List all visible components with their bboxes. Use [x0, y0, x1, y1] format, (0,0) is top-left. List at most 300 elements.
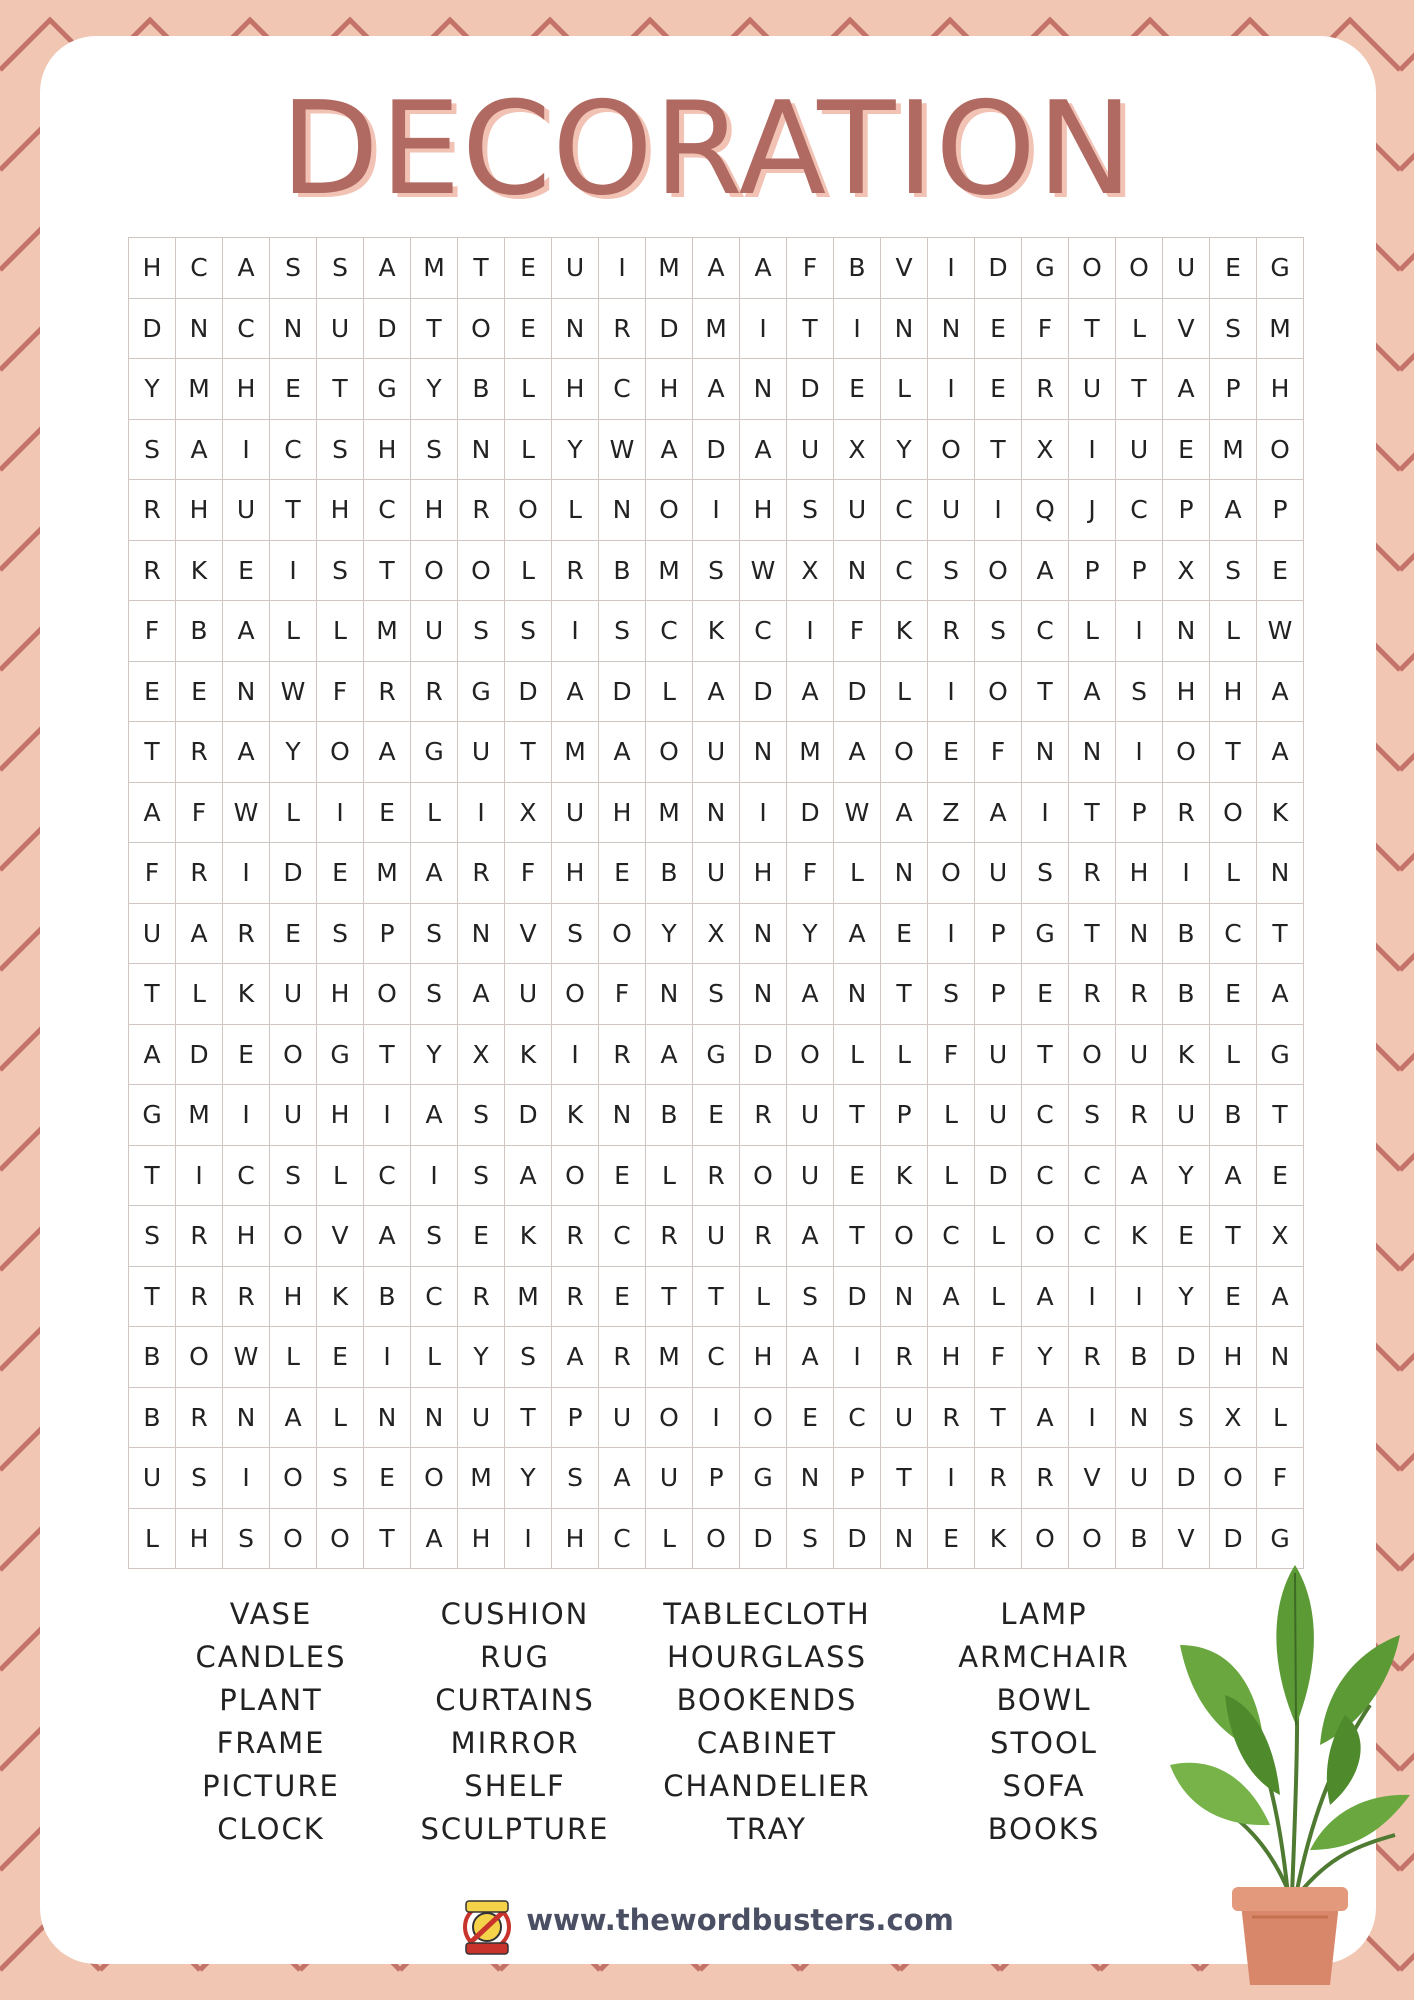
grid-cell[interactable]: Z	[928, 783, 975, 844]
grid-cell[interactable]: E	[787, 1388, 834, 1449]
grid-cell[interactable]: D	[787, 359, 834, 420]
grid-cell[interactable]: R	[599, 1025, 646, 1086]
grid-cell[interactable]: J	[1069, 480, 1116, 541]
grid-cell[interactable]: H	[317, 480, 364, 541]
grid-cell[interactable]: N	[1257, 1327, 1304, 1388]
grid-cell[interactable]: D	[1163, 1448, 1210, 1509]
grid-cell[interactable]: O	[1069, 1509, 1116, 1570]
grid-cell[interactable]: Y	[458, 1327, 505, 1388]
grid-cell[interactable]: B	[364, 1267, 411, 1328]
grid-cell[interactable]: G	[1257, 1025, 1304, 1086]
grid-cell[interactable]: A	[693, 238, 740, 299]
grid-cell[interactable]: N	[834, 541, 881, 602]
grid-cell[interactable]: U	[646, 1448, 693, 1509]
grid-cell[interactable]: E	[834, 359, 881, 420]
grid-cell[interactable]: F	[176, 783, 223, 844]
grid-cell[interactable]: A	[834, 904, 881, 965]
grid-cell[interactable]: O	[364, 964, 411, 1025]
grid-cell[interactable]: H	[223, 359, 270, 420]
grid-cell[interactable]: S	[317, 1448, 364, 1509]
grid-cell[interactable]: O	[270, 1206, 317, 1267]
grid-cell[interactable]: A	[552, 662, 599, 723]
grid-cell[interactable]: D	[599, 662, 646, 723]
grid-cell[interactable]: E	[176, 662, 223, 723]
grid-cell[interactable]: W	[223, 783, 270, 844]
grid-cell[interactable]: T	[834, 1085, 881, 1146]
grid-cell[interactable]: O	[1069, 1025, 1116, 1086]
grid-cell[interactable]: T	[1257, 904, 1304, 965]
grid-cell[interactable]: N	[881, 1267, 928, 1328]
grid-cell[interactable]: C	[834, 1388, 881, 1449]
grid-cell[interactable]: E	[599, 843, 646, 904]
grid-cell[interactable]: A	[1022, 1388, 1069, 1449]
grid-cell[interactable]: D	[505, 1085, 552, 1146]
grid-cell[interactable]: E	[599, 1146, 646, 1207]
grid-cell[interactable]: L	[928, 1146, 975, 1207]
grid-cell[interactable]: E	[881, 904, 928, 965]
grid-cell[interactable]: I	[1069, 1388, 1116, 1449]
grid-cell[interactable]: I	[411, 1146, 458, 1207]
grid-cell[interactable]: L	[411, 1327, 458, 1388]
grid-cell[interactable]: U	[270, 1085, 317, 1146]
grid-cell[interactable]: K	[1257, 783, 1304, 844]
grid-cell[interactable]: I	[505, 1509, 552, 1570]
grid-cell[interactable]: M	[411, 238, 458, 299]
grid-cell[interactable]: S	[1116, 662, 1163, 723]
grid-cell[interactable]: L	[881, 1025, 928, 1086]
grid-cell[interactable]: L	[270, 601, 317, 662]
grid-cell[interactable]: M	[458, 1448, 505, 1509]
grid-cell[interactable]: H	[1163, 662, 1210, 723]
grid-cell[interactable]: R	[552, 1267, 599, 1328]
grid-cell[interactable]: P	[1257, 480, 1304, 541]
grid-cell[interactable]: G	[317, 1025, 364, 1086]
grid-cell[interactable]: N	[599, 1085, 646, 1146]
grid-cell[interactable]: C	[599, 1509, 646, 1570]
grid-cell[interactable]: A	[364, 1206, 411, 1267]
grid-cell[interactable]: O	[270, 1448, 317, 1509]
grid-cell[interactable]: D	[693, 420, 740, 481]
grid-cell[interactable]: E	[693, 1085, 740, 1146]
grid-cell[interactable]: C	[411, 1267, 458, 1328]
grid-cell[interactable]: H	[740, 1327, 787, 1388]
grid-cell[interactable]: X	[1163, 541, 1210, 602]
grid-cell[interactable]: N	[740, 964, 787, 1025]
grid-cell[interactable]: I	[1069, 420, 1116, 481]
grid-cell[interactable]: A	[787, 1327, 834, 1388]
grid-cell[interactable]: Y	[881, 420, 928, 481]
grid-cell[interactable]: I	[223, 1085, 270, 1146]
grid-cell[interactable]: U	[693, 1206, 740, 1267]
grid-cell[interactable]: A	[1116, 1146, 1163, 1207]
grid-cell[interactable]: S	[176, 1448, 223, 1509]
grid-cell[interactable]: U	[129, 904, 176, 965]
grid-cell[interactable]: B	[1116, 1327, 1163, 1388]
grid-cell[interactable]: C	[223, 1146, 270, 1207]
grid-cell[interactable]: W	[1257, 601, 1304, 662]
grid-cell[interactable]: C	[1022, 1085, 1069, 1146]
grid-cell[interactable]: C	[599, 1206, 646, 1267]
grid-cell[interactable]: S	[693, 541, 740, 602]
grid-cell[interactable]: R	[411, 662, 458, 723]
grid-cell[interactable]: K	[176, 541, 223, 602]
grid-cell[interactable]: P	[693, 1448, 740, 1509]
grid-cell[interactable]: U	[693, 843, 740, 904]
grid-cell[interactable]: R	[458, 843, 505, 904]
grid-cell[interactable]: L	[1116, 299, 1163, 360]
grid-cell[interactable]: S	[411, 964, 458, 1025]
grid-cell[interactable]: E	[834, 1146, 881, 1207]
grid-cell[interactable]: N	[1116, 904, 1163, 965]
grid-cell[interactable]: A	[599, 1448, 646, 1509]
grid-cell[interactable]: F	[1257, 1448, 1304, 1509]
grid-cell[interactable]: N	[223, 662, 270, 723]
grid-cell[interactable]: S	[411, 904, 458, 965]
grid-cell[interactable]: R	[1163, 783, 1210, 844]
grid-cell[interactable]: R	[740, 1206, 787, 1267]
grid-cell[interactable]: A	[505, 1146, 552, 1207]
grid-cell[interactable]: O	[552, 1146, 599, 1207]
grid-cell[interactable]: S	[1069, 1085, 1116, 1146]
grid-cell[interactable]: T	[646, 1267, 693, 1328]
grid-cell[interactable]: O	[1022, 1206, 1069, 1267]
grid-cell[interactable]: E	[975, 359, 1022, 420]
grid-cell[interactable]: T	[1022, 662, 1069, 723]
grid-cell[interactable]: P	[1116, 783, 1163, 844]
grid-cell[interactable]: T	[364, 1509, 411, 1570]
website-link[interactable]: www.thewordbusters.com	[526, 1903, 954, 1937]
grid-cell[interactable]: I	[834, 299, 881, 360]
grid-cell[interactable]: Y	[270, 722, 317, 783]
grid-cell[interactable]: R	[176, 1267, 223, 1328]
grid-cell[interactable]: A	[740, 420, 787, 481]
grid-cell[interactable]: C	[176, 238, 223, 299]
grid-cell[interactable]: U	[599, 1388, 646, 1449]
grid-cell[interactable]: O	[505, 480, 552, 541]
grid-cell[interactable]: H	[458, 1509, 505, 1570]
grid-cell[interactable]: L	[317, 1388, 364, 1449]
grid-cell[interactable]: I	[693, 480, 740, 541]
grid-cell[interactable]: R	[176, 1388, 223, 1449]
grid-cell[interactable]: X	[834, 420, 881, 481]
grid-cell[interactable]: O	[975, 541, 1022, 602]
grid-cell[interactable]: I	[1116, 722, 1163, 783]
grid-cell[interactable]: U	[881, 1388, 928, 1449]
grid-cell[interactable]: R	[176, 1206, 223, 1267]
grid-cell[interactable]: E	[928, 722, 975, 783]
grid-cell[interactable]: A	[787, 1206, 834, 1267]
grid-cell[interactable]: U	[975, 1025, 1022, 1086]
grid-cell[interactable]: H	[599, 783, 646, 844]
grid-cell[interactable]: A	[646, 1025, 693, 1086]
grid-cell[interactable]: P	[1069, 541, 1116, 602]
grid-cell[interactable]: G	[1257, 1509, 1304, 1570]
grid-cell[interactable]: X	[505, 783, 552, 844]
grid-cell[interactable]: L	[1210, 843, 1257, 904]
grid-cell[interactable]: B	[129, 1327, 176, 1388]
grid-cell[interactable]: S	[270, 1146, 317, 1207]
grid-cell[interactable]: N	[223, 1388, 270, 1449]
grid-cell[interactable]: A	[787, 662, 834, 723]
grid-cell[interactable]: U	[411, 601, 458, 662]
grid-cell[interactable]: U	[458, 1388, 505, 1449]
grid-cell[interactable]: B	[1163, 904, 1210, 965]
grid-cell[interactable]: I	[975, 480, 1022, 541]
grid-cell[interactable]: O	[552, 964, 599, 1025]
grid-cell[interactable]: O	[740, 1146, 787, 1207]
grid-cell[interactable]: W	[834, 783, 881, 844]
grid-cell[interactable]: U	[1116, 1448, 1163, 1509]
grid-cell[interactable]: R	[599, 299, 646, 360]
grid-cell[interactable]: D	[975, 1146, 1022, 1207]
grid-cell[interactable]: O	[176, 1327, 223, 1388]
grid-cell[interactable]: R	[176, 843, 223, 904]
grid-cell[interactable]: L	[740, 1267, 787, 1328]
grid-cell[interactable]: S	[505, 601, 552, 662]
grid-cell[interactable]: A	[176, 904, 223, 965]
grid-cell[interactable]: T	[693, 1267, 740, 1328]
grid-cell[interactable]: H	[317, 1085, 364, 1146]
grid-cell[interactable]: E	[129, 662, 176, 723]
grid-cell[interactable]: A	[834, 722, 881, 783]
grid-cell[interactable]: O	[317, 722, 364, 783]
grid-cell[interactable]: Y	[129, 359, 176, 420]
grid-cell[interactable]: T	[1210, 722, 1257, 783]
grid-cell[interactable]: C	[1116, 480, 1163, 541]
grid-cell[interactable]: S	[928, 541, 975, 602]
grid-cell[interactable]: U	[834, 480, 881, 541]
grid-cell[interactable]: M	[787, 722, 834, 783]
grid-cell[interactable]: C	[1210, 904, 1257, 965]
grid-cell[interactable]: L	[129, 1509, 176, 1570]
grid-cell[interactable]: L	[1210, 1025, 1257, 1086]
grid-cell[interactable]: C	[1069, 1146, 1116, 1207]
grid-cell[interactable]: O	[1210, 783, 1257, 844]
grid-cell[interactable]: I	[740, 783, 787, 844]
grid-cell[interactable]: I	[223, 843, 270, 904]
grid-cell[interactable]: O	[881, 722, 928, 783]
grid-cell[interactable]: A	[693, 359, 740, 420]
grid-cell[interactable]: N	[740, 904, 787, 965]
grid-cell[interactable]: I	[1116, 601, 1163, 662]
grid-cell[interactable]: I	[1069, 1267, 1116, 1328]
grid-cell[interactable]: S	[787, 1267, 834, 1328]
grid-cell[interactable]: H	[1116, 843, 1163, 904]
grid-cell[interactable]: C	[364, 480, 411, 541]
grid-cell[interactable]: V	[1163, 299, 1210, 360]
grid-cell[interactable]: Y	[646, 904, 693, 965]
grid-cell[interactable]: E	[1163, 420, 1210, 481]
grid-cell[interactable]: S	[787, 1509, 834, 1570]
grid-cell[interactable]: S	[317, 238, 364, 299]
grid-cell[interactable]: N	[364, 1388, 411, 1449]
grid-cell[interactable]: N	[740, 359, 787, 420]
grid-cell[interactable]: D	[1210, 1509, 1257, 1570]
grid-cell[interactable]: D	[787, 783, 834, 844]
grid-cell[interactable]: C	[599, 359, 646, 420]
grid-cell[interactable]: O	[411, 541, 458, 602]
grid-cell[interactable]: K	[223, 964, 270, 1025]
grid-cell[interactable]: N	[458, 420, 505, 481]
grid-cell[interactable]: A	[364, 722, 411, 783]
grid-cell[interactable]: O	[975, 662, 1022, 723]
grid-cell[interactable]: D	[740, 662, 787, 723]
grid-cell[interactable]: K	[881, 601, 928, 662]
grid-cell[interactable]: H	[552, 359, 599, 420]
grid-cell[interactable]: N	[176, 299, 223, 360]
grid-cell[interactable]: D	[364, 299, 411, 360]
grid-cell[interactable]: I	[740, 299, 787, 360]
grid-cell[interactable]: O	[740, 1388, 787, 1449]
grid-cell[interactable]: F	[1022, 299, 1069, 360]
grid-cell[interactable]: O	[599, 904, 646, 965]
grid-cell[interactable]: R	[1022, 359, 1069, 420]
grid-cell[interactable]: E	[317, 843, 364, 904]
grid-cell[interactable]: C	[1022, 1146, 1069, 1207]
grid-cell[interactable]: A	[364, 238, 411, 299]
grid-cell[interactable]: D	[834, 662, 881, 723]
grid-cell[interactable]: F	[129, 843, 176, 904]
grid-cell[interactable]: W	[223, 1327, 270, 1388]
grid-cell[interactable]: R	[693, 1146, 740, 1207]
grid-cell[interactable]: M	[364, 843, 411, 904]
grid-cell[interactable]: G	[129, 1085, 176, 1146]
grid-cell[interactable]: M	[646, 541, 693, 602]
grid-cell[interactable]: U	[975, 1085, 1022, 1146]
grid-cell[interactable]: U	[1116, 1025, 1163, 1086]
grid-cell[interactable]: S	[411, 1206, 458, 1267]
grid-cell[interactable]: C	[881, 541, 928, 602]
grid-cell[interactable]: M	[646, 238, 693, 299]
grid-cell[interactable]: O	[646, 722, 693, 783]
grid-cell[interactable]: I	[787, 601, 834, 662]
grid-cell[interactable]: M	[693, 299, 740, 360]
grid-cell[interactable]: T	[411, 299, 458, 360]
grid-cell[interactable]: H	[1210, 662, 1257, 723]
grid-cell[interactable]: N	[787, 1448, 834, 1509]
grid-cell[interactable]: E	[1210, 238, 1257, 299]
grid-cell[interactable]: U	[1163, 238, 1210, 299]
grid-cell[interactable]: I	[552, 601, 599, 662]
grid-cell[interactable]: G	[458, 662, 505, 723]
grid-cell[interactable]: O	[1022, 1509, 1069, 1570]
grid-cell[interactable]: X	[1210, 1388, 1257, 1449]
grid-cell[interactable]: G	[1022, 238, 1069, 299]
grid-cell[interactable]: F	[975, 1327, 1022, 1388]
grid-cell[interactable]: D	[740, 1025, 787, 1086]
grid-cell[interactable]: E	[270, 359, 317, 420]
grid-cell[interactable]: F	[505, 843, 552, 904]
grid-cell[interactable]: U	[223, 480, 270, 541]
grid-cell[interactable]: V	[505, 904, 552, 965]
grid-cell[interactable]: U	[787, 1146, 834, 1207]
grid-cell[interactable]: R	[458, 1267, 505, 1328]
grid-cell[interactable]: S	[317, 904, 364, 965]
grid-cell[interactable]: R	[881, 1327, 928, 1388]
grid-cell[interactable]: H	[176, 1509, 223, 1570]
grid-cell[interactable]: B	[1163, 964, 1210, 1025]
grid-cell[interactable]: T	[505, 1388, 552, 1449]
grid-cell[interactable]: Y	[411, 1025, 458, 1086]
grid-cell[interactable]: V	[317, 1206, 364, 1267]
grid-cell[interactable]: V	[1069, 1448, 1116, 1509]
grid-cell[interactable]: I	[1116, 1267, 1163, 1328]
grid-cell[interactable]: P	[364, 904, 411, 965]
grid-cell[interactable]: X	[787, 541, 834, 602]
grid-cell[interactable]: T	[1069, 783, 1116, 844]
grid-cell[interactable]: B	[176, 601, 223, 662]
grid-cell[interactable]: A	[411, 1085, 458, 1146]
grid-cell[interactable]: O	[411, 1448, 458, 1509]
grid-cell[interactable]: M	[646, 783, 693, 844]
grid-cell[interactable]: P	[1210, 359, 1257, 420]
grid-cell[interactable]: R	[129, 480, 176, 541]
grid-cell[interactable]: A	[1069, 662, 1116, 723]
grid-cell[interactable]: Y	[505, 1448, 552, 1509]
grid-cell[interactable]: H	[928, 1327, 975, 1388]
grid-cell[interactable]: M	[364, 601, 411, 662]
grid-cell[interactable]: B	[129, 1388, 176, 1449]
grid-cell[interactable]: F	[834, 601, 881, 662]
grid-cell[interactable]: L	[1210, 601, 1257, 662]
grid-cell[interactable]: O	[1069, 238, 1116, 299]
grid-cell[interactable]: G	[411, 722, 458, 783]
grid-cell[interactable]: B	[1210, 1085, 1257, 1146]
grid-cell[interactable]: C	[364, 1146, 411, 1207]
grid-cell[interactable]: U	[1116, 420, 1163, 481]
grid-cell[interactable]: A	[223, 601, 270, 662]
grid-cell[interactable]: H	[176, 480, 223, 541]
grid-cell[interactable]: G	[364, 359, 411, 420]
grid-cell[interactable]: H	[317, 964, 364, 1025]
grid-cell[interactable]: L	[975, 1206, 1022, 1267]
grid-cell[interactable]: L	[646, 662, 693, 723]
grid-cell[interactable]: T	[1022, 1025, 1069, 1086]
grid-cell[interactable]: U	[129, 1448, 176, 1509]
grid-cell[interactable]: V	[1163, 1509, 1210, 1570]
grid-cell[interactable]: M	[1210, 420, 1257, 481]
grid-cell[interactable]: S	[1163, 1388, 1210, 1449]
grid-cell[interactable]: I	[1022, 783, 1069, 844]
grid-cell[interactable]: D	[176, 1025, 223, 1086]
grid-cell[interactable]: D	[834, 1509, 881, 1570]
grid-cell[interactable]: F	[317, 662, 364, 723]
grid-cell[interactable]: I	[458, 783, 505, 844]
grid-cell[interactable]: E	[1210, 964, 1257, 1025]
grid-cell[interactable]: Y	[1022, 1327, 1069, 1388]
grid-cell[interactable]: R	[928, 601, 975, 662]
grid-cell[interactable]: R	[1116, 1085, 1163, 1146]
grid-cell[interactable]: C	[646, 601, 693, 662]
grid-cell[interactable]: K	[505, 1025, 552, 1086]
grid-cell[interactable]: T	[1257, 1085, 1304, 1146]
grid-cell[interactable]: X	[1257, 1206, 1304, 1267]
grid-cell[interactable]: O	[928, 420, 975, 481]
grid-cell[interactable]: S	[458, 1085, 505, 1146]
grid-cell[interactable]: S	[411, 420, 458, 481]
grid-cell[interactable]: R	[458, 480, 505, 541]
grid-cell[interactable]: S	[317, 541, 364, 602]
grid-cell[interactable]: A	[881, 783, 928, 844]
grid-cell[interactable]: N	[693, 783, 740, 844]
grid-cell[interactable]: O	[317, 1509, 364, 1570]
grid-cell[interactable]: L	[928, 1085, 975, 1146]
grid-cell[interactable]: N	[270, 299, 317, 360]
grid-cell[interactable]: S	[787, 480, 834, 541]
grid-cell[interactable]: W	[740, 541, 787, 602]
grid-cell[interactable]: A	[1257, 662, 1304, 723]
grid-cell[interactable]: R	[364, 662, 411, 723]
